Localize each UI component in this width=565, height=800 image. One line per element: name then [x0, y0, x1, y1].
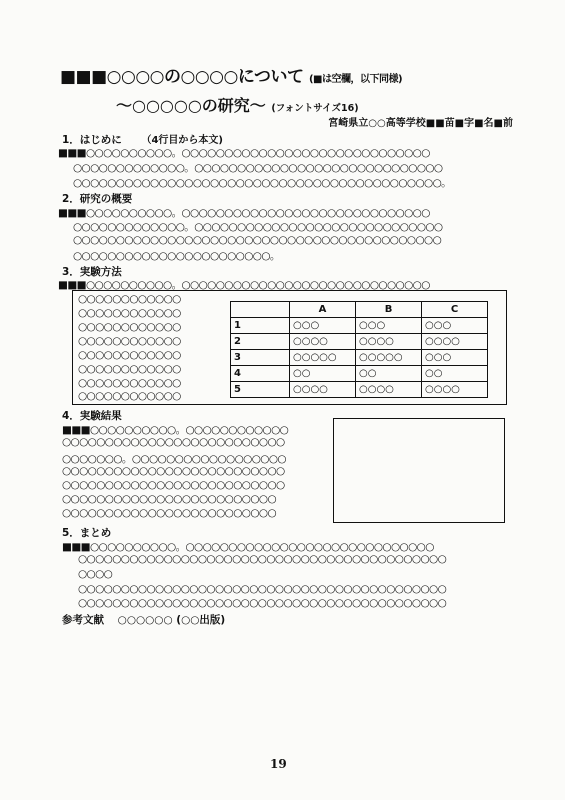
- section-5-heading: 5．まとめ: [62, 527, 112, 539]
- table-row: [231, 318, 488, 334]
- section-3-line-1: ■■■○○○○○○○○○○。○○○○○○○○○○○○○○○○○○○○○○○○○○○○○: [58, 279, 430, 291]
- subtitle-note: (フォントサイズ16): [271, 103, 359, 114]
- section-2-heading: 2．研究の概要: [62, 193, 133, 205]
- table-cell: ○○○: [422, 350, 488, 366]
- section-1-line-1: ■■■○○○○○○○○○○。○○○○○○○○○○○○○○○○○○○○○○○○○○○○○: [58, 147, 430, 159]
- section-5-line-2: ○○○○○○○○○○○○○○○○○○○○○○○○○○○○○○○○○○○○○○○○○○○: [78, 553, 447, 565]
- table-header-row: [231, 302, 488, 318]
- table-header-cell: C: [422, 302, 488, 318]
- section-4-heading: 4．実験結果: [62, 410, 122, 422]
- section-3-heading: 3．実験方法: [62, 266, 122, 278]
- table-cell: ○○○: [290, 318, 356, 334]
- section-1-note: （4行目から本文): [141, 135, 223, 146]
- method-box-line-6: ○○○○○○○○○○○○: [78, 363, 181, 375]
- section-4-line-4: ○○○○○○○○○○○○○○○○○○○○○○○○○○: [62, 465, 285, 477]
- section-5-line-1: ■■■○○○○○○○○○○。○○○○○○○○○○○○○○○○○○○○○○○○○○○○○: [62, 541, 434, 553]
- method-box-line-5: ○○○○○○○○○○○○: [78, 349, 181, 361]
- table-cell: ○○○○: [356, 382, 422, 398]
- section-4-line-1: ■■■○○○○○○○○○○。○○○○○○○○○○○○: [62, 424, 289, 436]
- table-header-cell: [231, 302, 290, 318]
- document-title: [60, 62, 402, 87]
- section-4-line-2: ○○○○○○○○○○○○○○○○○○○○○○○○○○: [62, 436, 285, 448]
- table-row: [231, 350, 488, 366]
- method-box-line-8: ○○○○○○○○○○○○: [78, 390, 181, 402]
- title-main: ■■■○○○○の○○○○について: [60, 67, 304, 87]
- method-box-line-7: ○○○○○○○○○○○○: [78, 377, 181, 389]
- section-2-line-4: ○○○○○○○○○○○○○○○○○○○○○○○。: [73, 250, 280, 262]
- table-cell: 4: [231, 366, 290, 382]
- table-row: [231, 334, 488, 350]
- table-header-cell: A: [290, 302, 356, 318]
- table-cell: ○○○○: [422, 334, 488, 350]
- section-1-line-2: ○○○○○○○○○○○○○。○○○○○○○○○○○○○○○○○○○○○○○○○○○○○: [73, 162, 443, 174]
- table-cell: 3: [231, 350, 290, 366]
- references-text: ○○○○○○ (○○出版): [117, 614, 226, 626]
- results-figure-box: [333, 418, 505, 523]
- subtitle-main: ～○○○○○の研究～: [116, 96, 266, 115]
- table-cell: ○○○○: [290, 382, 356, 398]
- section-4-line-6: ○○○○○○○○○○○○○○○○○○○○○○○○○: [62, 493, 277, 505]
- method-table: [230, 301, 488, 398]
- method-box-line-4: ○○○○○○○○○○○○: [78, 335, 181, 347]
- table-cell: ○○○○: [290, 334, 356, 350]
- table-cell: ○○: [422, 366, 488, 382]
- table-cell: ○○: [356, 366, 422, 382]
- section-2-line-3: ○○○○○○○○○○○○○○○○○○○○○○○○○○○○○○○○○○○○○○○○○○○: [73, 234, 442, 246]
- section-2-line-1: ■■■○○○○○○○○○○。○○○○○○○○○○○○○○○○○○○○○○○○○○○○○: [58, 207, 430, 219]
- section-2-line-2: ○○○○○○○○○○○○○。○○○○○○○○○○○○○○○○○○○○○○○○○○○○○: [73, 221, 443, 233]
- title-note: (■は空欄，以下同様): [308, 74, 403, 85]
- table-cell: ○○○○○: [356, 350, 422, 366]
- references-label: 参考文献: [62, 614, 104, 626]
- table-cell: ○○○○: [356, 334, 422, 350]
- table-cell: ○○○: [422, 318, 488, 334]
- section-5-line-3: ○○○○: [78, 568, 113, 580]
- document-subtitle: [116, 93, 359, 116]
- table-header-cell: B: [356, 302, 422, 318]
- table-cell: 1: [231, 318, 290, 334]
- table-cell: ○○: [290, 366, 356, 382]
- table-cell: ○○○: [356, 318, 422, 334]
- method-box-line-3: ○○○○○○○○○○○○: [78, 321, 181, 333]
- section-1-title: 1．はじめに: [62, 134, 122, 146]
- section-5-line-4: ○○○○○○○○○○○○○○○○○○○○○○○○○○○○○○○○○○○○○○○○○○○: [78, 583, 447, 595]
- page-number: 19: [270, 757, 287, 771]
- table-cell: ○○○○○: [290, 350, 356, 366]
- table-row: [231, 382, 488, 398]
- table-cell: 2: [231, 334, 290, 350]
- section-5-line-5: ○○○○○○○○○○○○○○○○○○○○○○○○○○○○○○○○○○○○○○○○○○○: [78, 597, 447, 609]
- section-1-line-3: ○○○○○○○○○○○○○○○○○○○○○○○○○○○○○○○○○○○○○○○○○○○。: [73, 177, 452, 189]
- references: [62, 612, 225, 627]
- table-cell: 5: [231, 382, 290, 398]
- method-box-line-2: ○○○○○○○○○○○○: [78, 307, 181, 319]
- section-4-line-3: ○○○○○○○。○○○○○○○○○○○○○○○○○○: [62, 453, 286, 465]
- author-line: 宮崎県立○○高等学校■■苗■字■名■前: [328, 118, 513, 129]
- table-row: [231, 366, 488, 382]
- table-cell: ○○○○: [422, 382, 488, 398]
- section-4-line-5: ○○○○○○○○○○○○○○○○○○○○○○○○○○: [62, 479, 285, 491]
- section-4-line-7: ○○○○○○○○○○○○○○○○○○○○○○○○○: [62, 507, 277, 519]
- method-box-line-1: ○○○○○○○○○○○○: [78, 293, 181, 305]
